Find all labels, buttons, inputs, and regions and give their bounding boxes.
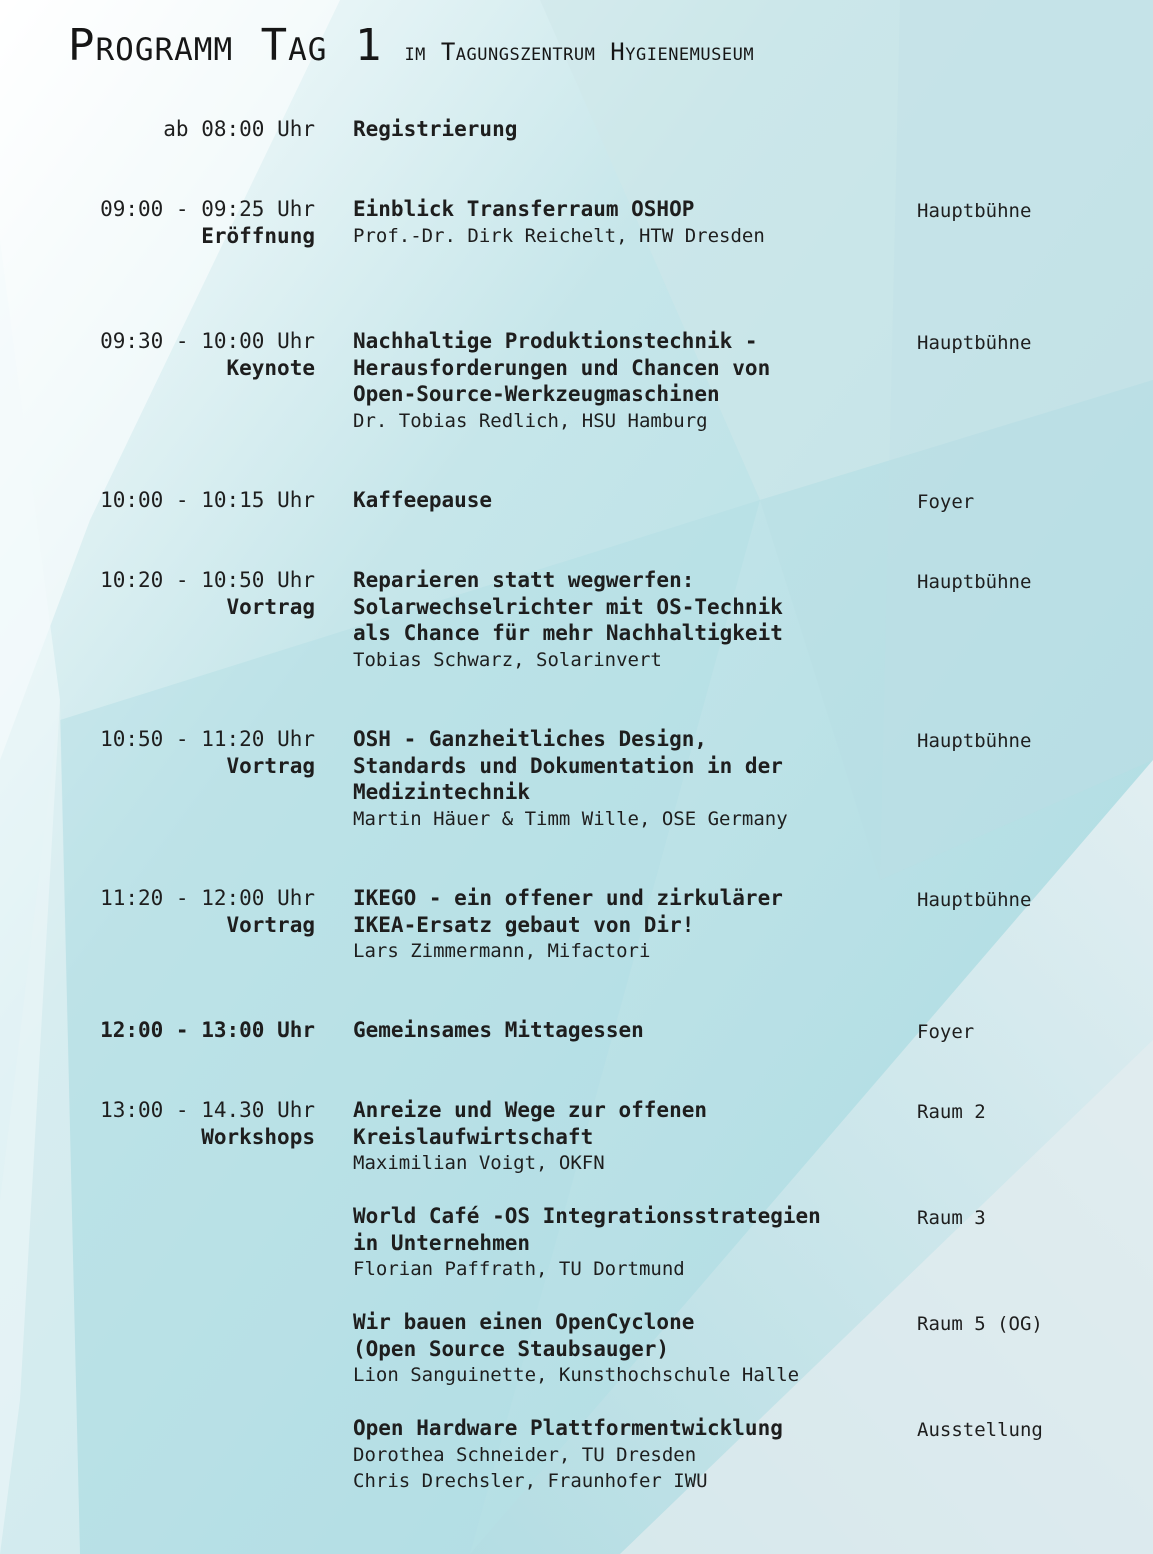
entry-room: Hauptbühne [917,332,1032,354]
entry-main [353,196,893,249]
session-type: Eröffnung [201,224,315,248]
entry-main [353,726,893,832]
entry-main [353,885,893,965]
entry-time [100,196,315,250]
entry-room: Foyer [917,491,975,513]
entry-main [353,1309,893,1389]
time-range: 10:20 - 10:50 Uhr [100,568,315,592]
entry-title: Einblick Transferraum OSHOP [353,197,695,221]
entry-time [100,487,315,514]
entry-speaker: Prof.-Dr. Dirk Reichelt, HTW Dresden [353,224,765,247]
entry-room: Foyer [917,1021,975,1043]
entry-main [353,1203,893,1283]
entry-title: Reparieren statt wegwerfen: Solarwechselrichter mit OS-Technik als Chance für mehr Nachhaltigkeit [353,568,783,645]
entry-speaker: Martin Häuer & Timm Wille, OSE Germany [353,807,788,830]
entry-speaker: Florian Paffrath, TU Dortmund [353,1258,685,1280]
time-range: 11:20 - 12:00 Uhr [100,886,315,910]
entry-main [353,487,893,514]
session-type: Vortrag [226,595,315,619]
entry-time [100,328,315,382]
entry-room: Ausstellung [917,1419,1043,1441]
entry-speaker: Lars Zimmermann, Mifactori [353,940,651,962]
entry-time [100,1017,315,1044]
entry-main [353,1415,893,1495]
entry-title: IKEGO - ein offener und zirkulärer IKEA-Ersatz gebaut von Dir! [353,886,783,937]
entry-room: Hauptbühne [917,200,1032,222]
entry-time [100,885,315,939]
entry-speaker: Lion Sanguinette, Kunsthochschule Halle [353,1364,800,1386]
entry-main [353,116,893,143]
entry-time [163,116,315,143]
entry-title: OSH - Ganzheitliches Design, Standards und Dokumentation in der Medizintechnik [353,727,783,804]
entry-title: Registrierung [353,117,518,141]
entry-speaker: Dorothea Schneider, TU Dresden Chris Drechsler, Fraunhofer IWU [353,1443,708,1492]
entry-room: Raum 2 [917,1101,986,1123]
entry-room: Hauptbühne [917,571,1032,593]
entry-main [353,1097,893,1177]
entry-title: Wir bauen einen OpenCyclone (Open Source Staubsauger) [353,1310,695,1361]
entry-title: World Café -OS Integrationsstrategien in Unternehmen [353,1204,821,1255]
session-type: Workshops [201,1125,315,1149]
entry-main [353,1017,893,1044]
entry-title: Open Hardware Plattformentwicklung [353,1416,783,1440]
session-type: Vortrag [226,754,315,778]
entry-time [100,567,315,621]
entry-time [100,726,315,780]
entry-room: Raum 5 (OG) [917,1313,1043,1335]
page-title [68,20,754,78]
time-range: 10:50 - 11:20 Uhr [100,727,315,751]
session-type: Vortrag [226,913,315,937]
entry-main [353,567,893,673]
time-range: 09:00 - 09:25 Uhr [100,197,315,221]
time-range: 10:00 - 10:15 Uhr [100,488,315,512]
title-subtitle: im Tagungszentrum Hygienemuseum [404,38,755,66]
time-range: 13:00 - 14.30 Uhr [100,1098,315,1122]
title-text: Programm Tag 1 [68,20,383,71]
session-type: Keynote [226,356,315,380]
time-range: 09:30 - 10:00 Uhr [100,329,315,353]
time-range: 12:00 - 13:00 Uhr [100,1018,315,1042]
entry-time [100,1097,315,1151]
entry-room: Hauptbühne [917,889,1032,911]
entry-title: Nachhaltige Produktionstechnik - Herausforderungen und Chancen von Open-Source-Werkzeugmaschinen [353,329,771,406]
time-range: ab 08:00 Uhr [163,117,315,141]
entry-title: Anreize und Wege zur offenen Kreislaufwirtschaft [353,1098,708,1149]
entry-speaker: Dr. Tobias Redlich, HSU Hamburg [353,409,708,432]
entry-speaker: Tobias Schwarz, Solarinvert [353,648,662,671]
entry-room: Hauptbühne [917,730,1032,752]
entry-title: Kaffeepause [353,488,493,512]
entry-main [353,328,893,434]
entry-speaker: Maximilian Voigt, OKFN [353,1152,605,1174]
entry-room: Raum 3 [917,1207,986,1229]
entry-title: Gemeinsames Mittagessen [353,1018,644,1042]
